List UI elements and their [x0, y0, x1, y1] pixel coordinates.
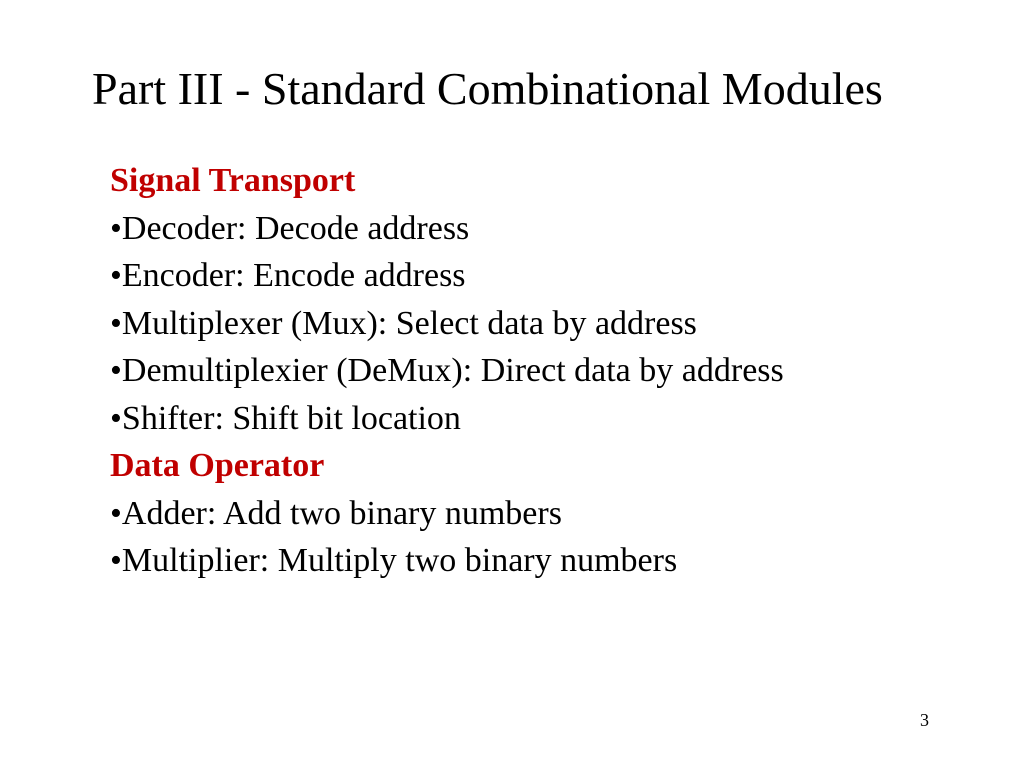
bullet-item-adder: •Adder: Add two binary numbers	[110, 494, 562, 532]
bullet-item-encoder: •Encoder: Encode address	[110, 257, 466, 294]
bullet-item-multiplier: •Multiplier: Multiply two binary numbers	[110, 542, 678, 579]
bullet-item-shifter: •Shifter: Shift bit location	[110, 399, 461, 437]
slide-content	[110, 157, 990, 585]
bullet-item-multiplexer: •Multiplexer (Mux): Select data by address	[110, 304, 697, 342]
section-heading-signal-transport: Signal Transport	[110, 162, 356, 199]
section-heading-data-operator: Data Operator	[110, 447, 325, 484]
page-number: 3	[920, 710, 929, 730]
bullet-item-demultiplexer: •Demultiplexier (DeMux): Direct data by address	[110, 352, 784, 389]
bullet-item-decoder: •Decoder: Decode address	[110, 209, 470, 247]
slide-title: Part III - Standard Combinational Modules	[92, 63, 883, 114]
